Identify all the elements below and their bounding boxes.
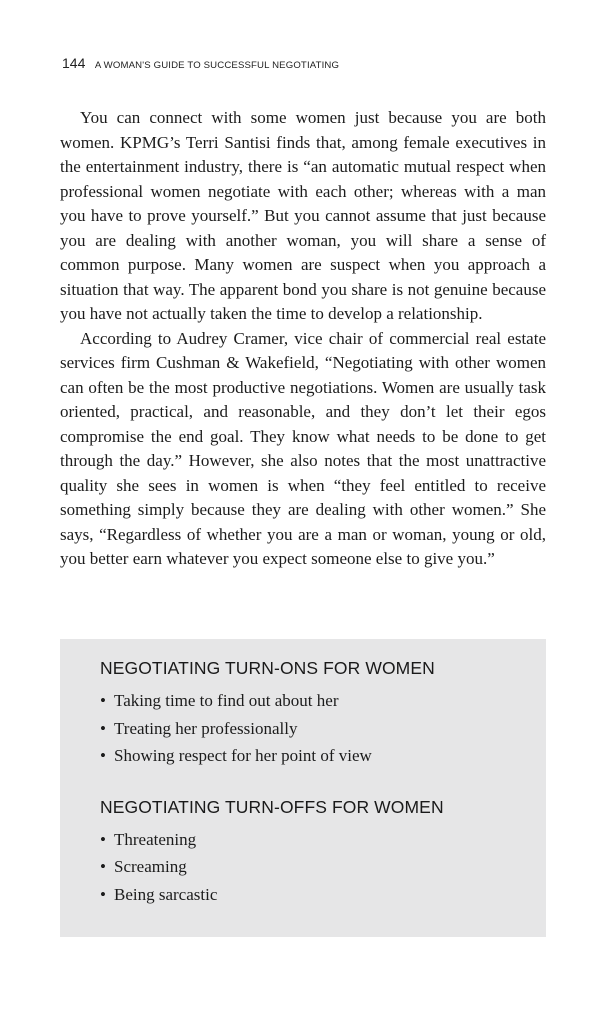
list-item xyxy=(100,853,506,881)
list-item xyxy=(100,687,506,715)
list-item xyxy=(100,826,506,854)
body-text xyxy=(60,106,546,572)
turn-ons-section xyxy=(100,656,506,770)
list-item xyxy=(100,881,506,909)
paragraph-cramer: According to Audrey Cramer, vice chair of commercial real estate services firm Cushman & Wakefield, “Negotiating with other women can often be the most productive negotiations. Women are usually task oriented, practical, and reasonable, and they don’t let their egos compromise the end goal. They know what needs to be done to get through the day.” However, she also notes that the most unattractive quality she sees in women is when “they feel entitled to receive something simply because they are dealing with other women.” She says, “Regardless of whether you are a man or woman, young or old, you better earn whatever you expect someone else to give you.” xyxy=(60,328,546,568)
turn-ons-list xyxy=(100,687,506,770)
list-item xyxy=(100,742,506,770)
bullet-icon: • xyxy=(100,746,106,765)
bullet-icon: • xyxy=(100,691,106,710)
bullet-icon: • xyxy=(100,829,106,849)
turn-offs-list xyxy=(100,826,506,909)
list-item-text: Threatening xyxy=(114,829,197,849)
list-item-text: Treating her professionally xyxy=(114,718,298,738)
page-number: 144 xyxy=(62,55,86,71)
sidebar-box xyxy=(60,639,546,937)
running-head xyxy=(62,55,339,73)
bullet-icon: • xyxy=(100,884,106,904)
book-title: A WOMAN'S GUIDE TO SUCCESSFUL NEGOTIATING xyxy=(94,60,340,71)
turn-offs-heading: NEGOTIATING TURN-OFFS FOR WOMEN xyxy=(100,796,444,817)
turn-offs-section xyxy=(100,795,506,909)
list-item-text: Screaming xyxy=(114,857,187,876)
list-item-text: Showing respect for her point of view xyxy=(114,746,372,765)
bullet-icon: • xyxy=(100,857,106,876)
paragraph-santisi: You can connect with some women just because you are both women. KPMG’s Terri Santisi finds that, among female executives in the entertainment industry, there is “an automatic mutual respect when professional women negotiate with each other; whereas with a man you have to prove yourself.” But you cannot assume that just because you are dealing with another woman, you will share a sense of common purpose. Many women are suspect when you approach a situation that way. The apparent bond you share is not genuine because you have not actually taken the time to develop a relationship. xyxy=(60,108,546,323)
list-item-text: Being sarcastic xyxy=(114,884,218,904)
list-item xyxy=(100,715,506,743)
bullet-icon: • xyxy=(100,718,106,738)
list-item-text: Taking time to find out about her xyxy=(114,691,339,710)
turn-ons-heading: NEGOTIATING TURN-ONS FOR WOMEN xyxy=(100,658,435,678)
